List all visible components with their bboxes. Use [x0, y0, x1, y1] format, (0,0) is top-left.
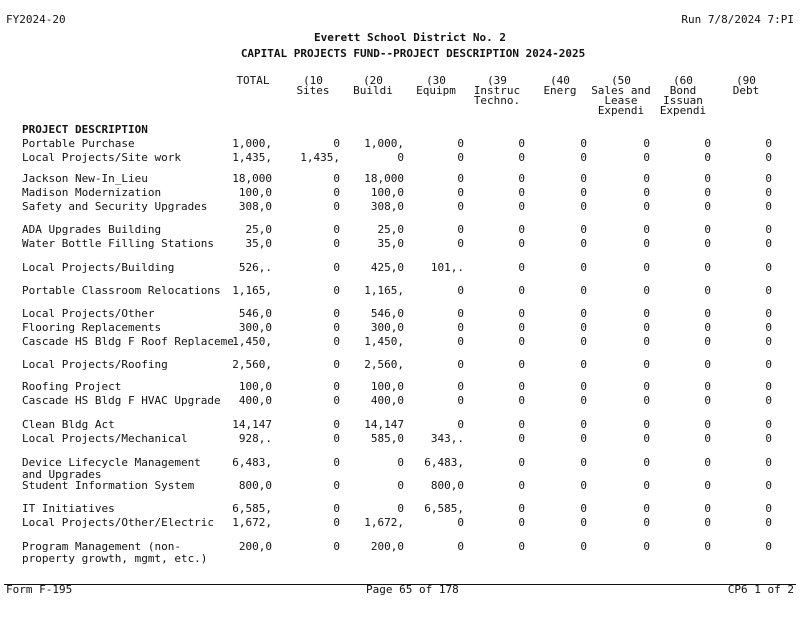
- cell-value: 100,0: [370, 186, 404, 199]
- cell-value: 0: [765, 261, 772, 274]
- table-row: [0, 433, 800, 445]
- cell-value: 0: [333, 456, 340, 469]
- table-row: [0, 503, 800, 515]
- form-number: Form F-195: [6, 583, 73, 596]
- cell-value: 0: [333, 358, 340, 371]
- cell-value: 1,165,: [232, 284, 272, 297]
- cell-value: 0: [518, 284, 525, 297]
- cell-value: 0: [518, 261, 525, 274]
- cell-value: 0: [333, 172, 340, 185]
- project-description: Student Information System: [22, 480, 195, 492]
- project-description: Cascade HS Bldg F HVAC Upgrade: [22, 395, 221, 407]
- cell-value: 0: [457, 335, 464, 348]
- cell-value: 0: [643, 380, 650, 393]
- cell-value: 6,483,: [424, 456, 464, 469]
- cell-value: 0: [518, 186, 525, 199]
- cell-value: 1,672,: [364, 516, 404, 529]
- cell-value: 0: [643, 137, 650, 150]
- cell-value: 0: [643, 321, 650, 334]
- cell-value: 200,0: [370, 540, 404, 553]
- cell-value: 0: [333, 223, 340, 236]
- cell-value: 0: [518, 335, 525, 348]
- cell-value: 0: [518, 456, 525, 469]
- cell-value: 0: [580, 540, 587, 553]
- cell-value: 0: [704, 502, 711, 515]
- cell-value: 0: [643, 540, 650, 553]
- cell-value: 0: [457, 137, 464, 150]
- cell-value: 0: [580, 284, 587, 297]
- cell-value: 0: [704, 151, 711, 164]
- cell-value: 308,0: [238, 200, 272, 213]
- cell-value: 0: [518, 321, 525, 334]
- cell-value: 300,0: [370, 321, 404, 334]
- cell-value: 0: [457, 358, 464, 371]
- column-code: (30: [426, 74, 446, 87]
- cell-value: 0: [518, 237, 525, 250]
- cell-value: 0: [643, 223, 650, 236]
- table-row: [0, 456, 800, 481]
- cell-value: 0: [580, 380, 587, 393]
- project-description: Local Projects/Building: [22, 262, 175, 274]
- cell-value: 0: [704, 284, 711, 297]
- column-code: (39: [487, 74, 507, 87]
- cell-value: 1,435,: [232, 151, 272, 164]
- cell-value: 0: [518, 479, 525, 492]
- cell-value: 400,0: [370, 394, 404, 407]
- cell-value: 0: [580, 151, 587, 164]
- cell-value: 0: [580, 307, 587, 320]
- cell-value: 0: [457, 200, 464, 213]
- column-code: (10: [303, 74, 323, 87]
- cell-value: 0: [457, 380, 464, 393]
- cell-value: 1,450,: [232, 335, 272, 348]
- column-label: TOTAL: [236, 74, 270, 87]
- table-row: [0, 238, 800, 250]
- cell-value: 0: [765, 418, 772, 431]
- cell-value: 0: [333, 502, 340, 515]
- cell-value: 0: [704, 380, 711, 393]
- project-description: ADA Upgrades Building: [22, 224, 162, 236]
- cell-value: 0: [580, 137, 587, 150]
- cell-value: 585,0: [370, 432, 404, 445]
- column-label: Sites: [296, 84, 330, 97]
- project-description: Safety and Security Upgrades: [22, 201, 208, 213]
- cell-value: 0: [643, 237, 650, 250]
- cell-value: 0: [457, 540, 464, 553]
- cell-value: 25,0: [377, 223, 404, 236]
- cell-value: 0: [580, 394, 587, 407]
- table-row: [0, 285, 800, 297]
- cell-value: 0: [704, 479, 711, 492]
- cell-value: 0: [765, 151, 772, 164]
- cell-value: 0: [765, 137, 772, 150]
- cell-value: 0: [765, 200, 772, 213]
- project-description: Program Management (non-property growth, mgmt, etc.): [22, 541, 208, 565]
- cell-value: 2,560,: [232, 358, 272, 371]
- cell-value: 0: [518, 307, 525, 320]
- cell-value: 0: [704, 335, 711, 348]
- cell-value: 0: [765, 284, 772, 297]
- cell-value: 0: [397, 456, 404, 469]
- project-description: Device Lifecycle Management and Upgrades: [22, 457, 201, 481]
- cell-value: 0: [643, 456, 650, 469]
- cell-value: 0: [333, 479, 340, 492]
- cell-value: 0: [643, 479, 650, 492]
- cell-value: 0: [643, 358, 650, 371]
- cell-value: 0: [457, 321, 464, 334]
- cell-value: 0: [765, 380, 772, 393]
- cell-value: 35,0: [245, 237, 272, 250]
- cell-value: 0: [518, 172, 525, 185]
- table-row: [0, 359, 800, 371]
- column-label: Sales and Lease Expendi: [591, 84, 651, 117]
- cell-value: 0: [457, 418, 464, 431]
- cell-value: 2,560,: [364, 358, 404, 371]
- column-code: (40: [550, 74, 570, 87]
- cell-value: 0: [704, 137, 711, 150]
- project-description: Clean Bldg Act: [22, 419, 115, 431]
- cell-value: 1,000,: [232, 137, 272, 150]
- column-label: Instruc Techno.: [473, 84, 521, 107]
- cell-value: 0: [765, 479, 772, 492]
- cell-value: 0: [643, 418, 650, 431]
- table-row: [0, 138, 800, 150]
- table-row: [0, 201, 800, 213]
- cell-value: 0: [704, 237, 711, 250]
- column-label: Bond Issuan Expendi: [659, 84, 707, 117]
- project-description: Local Projects/Site work: [22, 152, 181, 164]
- project-description: IT Initiatives: [22, 503, 115, 515]
- cell-value: 0: [333, 335, 340, 348]
- cell-value: 0: [643, 261, 650, 274]
- cell-value: 0: [704, 540, 711, 553]
- cell-value: 400,0: [238, 394, 272, 407]
- cell-value: 0: [765, 502, 772, 515]
- cell-value: 0: [704, 418, 711, 431]
- project-description: Madison Modernization: [22, 187, 162, 199]
- cell-value: 0: [643, 186, 650, 199]
- cell-value: 0: [765, 394, 772, 407]
- cell-value: 0: [704, 432, 711, 445]
- page-number: Page 65 of 178: [366, 583, 459, 596]
- cell-value: 0: [518, 137, 525, 150]
- cell-value: 546,0: [238, 307, 272, 320]
- cell-value: 0: [765, 540, 772, 553]
- cell-value: 0: [518, 358, 525, 371]
- cell-value: 0: [333, 540, 340, 553]
- table-row: [0, 187, 800, 199]
- cell-value: 6,585,: [424, 502, 464, 515]
- table-row: [0, 173, 800, 185]
- column-code: (90: [736, 74, 756, 87]
- cell-value: 0: [704, 307, 711, 320]
- cell-value: 0: [643, 307, 650, 320]
- cell-value: 0: [333, 380, 340, 393]
- cell-value: 0: [704, 223, 711, 236]
- column-label: Buildi: [353, 84, 393, 97]
- cell-value: 101,.: [430, 261, 464, 274]
- cell-value: 0: [643, 516, 650, 529]
- cell-value: 0: [397, 502, 404, 515]
- cell-value: 35,0: [377, 237, 404, 250]
- cell-value: 14,147: [364, 418, 404, 431]
- cell-value: 0: [765, 335, 772, 348]
- cell-value: 1,165,: [364, 284, 404, 297]
- cell-value: 1,000,: [364, 137, 404, 150]
- cell-value: 0: [765, 237, 772, 250]
- cell-value: 800,0: [238, 479, 272, 492]
- cell-value: 0: [643, 502, 650, 515]
- cell-value: 308,0: [370, 200, 404, 213]
- cell-value: 0: [518, 380, 525, 393]
- cell-value: 0: [518, 516, 525, 529]
- project-description: Water Bottle Filling Stations: [22, 238, 215, 250]
- cell-value: 0: [580, 335, 587, 348]
- cell-value: 1,450,: [364, 335, 404, 348]
- cell-value: 800,0: [430, 479, 464, 492]
- cell-value: 0: [765, 307, 772, 320]
- cell-value: 18,000: [232, 172, 272, 185]
- cell-value: 0: [643, 284, 650, 297]
- cell-value: 0: [704, 261, 711, 274]
- cell-value: 0: [580, 261, 587, 274]
- cell-value: 0: [704, 186, 711, 199]
- project-description: Cascade HS Bldg F Roof Replaceme: [22, 336, 234, 348]
- cell-value: 0: [704, 358, 711, 371]
- project-description: Local Projects/Mechanical: [22, 433, 188, 445]
- cell-value: 200,0: [238, 540, 272, 553]
- cell-value: 425,0: [370, 261, 404, 274]
- cell-value: 0: [580, 237, 587, 250]
- project-description: Local Projects/Roofing: [22, 359, 168, 371]
- cell-value: 0: [518, 200, 525, 213]
- cell-value: 0: [457, 307, 464, 320]
- cell-value: 0: [333, 200, 340, 213]
- project-description: Portable Classroom Relocations: [22, 285, 221, 297]
- cell-value: 0: [457, 151, 464, 164]
- cell-value: 0: [643, 432, 650, 445]
- cell-value: 100,0: [238, 186, 272, 199]
- cell-value: 0: [580, 502, 587, 515]
- cell-value: 0: [518, 540, 525, 553]
- cell-value: 0: [704, 172, 711, 185]
- cell-value: 0: [643, 200, 650, 213]
- cell-value: 0: [643, 394, 650, 407]
- cell-value: 100,0: [370, 380, 404, 393]
- cell-value: 0: [765, 516, 772, 529]
- cell-value: 0: [765, 186, 772, 199]
- section-title: PROJECT DESCRIPTION: [22, 123, 148, 136]
- cell-value: 1,435,: [300, 151, 340, 164]
- cell-value: 0: [457, 516, 464, 529]
- cell-value: 0: [765, 321, 772, 334]
- cell-value: 6,483,: [232, 456, 272, 469]
- cell-value: 0: [704, 456, 711, 469]
- project-description: Roofing Project: [22, 381, 122, 393]
- table-row: [0, 262, 800, 274]
- cell-value: 0: [518, 151, 525, 164]
- cell-value: 0: [580, 418, 587, 431]
- table-row: [0, 152, 800, 164]
- run-info: Run 7/8/2024 7:PI: [681, 13, 794, 26]
- table-row: [0, 395, 800, 407]
- cell-value: 0: [704, 200, 711, 213]
- report-title: CAPITAL PROJECTS FUND--PROJECT DESCRIPTION 2024-2025: [240, 47, 586, 60]
- column-code: (60: [673, 74, 693, 87]
- project-description: Portable Purchase: [22, 138, 135, 150]
- table-row: [0, 381, 800, 393]
- cell-value: 0: [457, 172, 464, 185]
- column-label: Energ: [543, 84, 577, 97]
- cell-value: 343,.: [430, 432, 464, 445]
- cell-value: 0: [457, 186, 464, 199]
- cell-value: 0: [704, 394, 711, 407]
- cell-value: 0: [580, 321, 587, 334]
- cell-value: 0: [518, 432, 525, 445]
- cell-value: 0: [580, 172, 587, 185]
- column-label: Debt: [732, 84, 760, 97]
- cell-value: 0: [580, 186, 587, 199]
- cell-value: 0: [457, 223, 464, 236]
- cell-value: 0: [333, 394, 340, 407]
- form-code: CP6 1 of 2: [727, 583, 794, 596]
- cell-value: 0: [457, 237, 464, 250]
- cell-value: 526,.: [238, 261, 272, 274]
- cell-value: 0: [580, 456, 587, 469]
- project-description: Flooring Replacements: [22, 322, 162, 334]
- cell-value: 0: [518, 394, 525, 407]
- project-description: Local Projects/Other/Electric: [22, 517, 215, 529]
- cell-value: 0: [704, 516, 711, 529]
- cell-value: 18,000: [364, 172, 404, 185]
- cell-value: 0: [333, 307, 340, 320]
- table-row: [0, 517, 800, 529]
- project-description: Jackson New-In_Lieu: [22, 173, 148, 185]
- cell-value: 0: [580, 479, 587, 492]
- column-code: (50: [611, 74, 631, 87]
- cell-value: 0: [518, 418, 525, 431]
- table-row: [0, 336, 800, 348]
- cell-value: 0: [643, 151, 650, 164]
- cell-value: 100,0: [238, 380, 272, 393]
- column-label: Equipm: [416, 84, 456, 97]
- cell-value: 0: [333, 284, 340, 297]
- cell-value: 0: [333, 137, 340, 150]
- cell-value: 0: [457, 284, 464, 297]
- cell-value: 0: [765, 456, 772, 469]
- cell-value: 0: [518, 223, 525, 236]
- cell-value: 0: [580, 223, 587, 236]
- cell-value: 0: [580, 358, 587, 371]
- cell-value: 0: [643, 335, 650, 348]
- cell-value: 0: [333, 261, 340, 274]
- table-row: [0, 419, 800, 431]
- table-row: [0, 224, 800, 236]
- cell-value: 0: [518, 502, 525, 515]
- cell-value: 0: [643, 172, 650, 185]
- cell-value: 0: [704, 321, 711, 334]
- cell-value: 0: [457, 394, 464, 407]
- cell-value: 0: [397, 479, 404, 492]
- cell-value: 0: [333, 516, 340, 529]
- cell-value: 1,672,: [232, 516, 272, 529]
- cell-value: 0: [580, 516, 587, 529]
- cell-value: 0: [765, 358, 772, 371]
- cell-value: 0: [580, 200, 587, 213]
- cell-value: 928,.: [238, 432, 272, 445]
- column-code: (20: [363, 74, 383, 87]
- cell-value: 0: [333, 432, 340, 445]
- cell-value: 0: [333, 237, 340, 250]
- cell-value: 0: [765, 432, 772, 445]
- district-name: Everett School District No. 2: [313, 31, 507, 44]
- cell-value: 6,585,: [232, 502, 272, 515]
- cell-value: 0: [333, 186, 340, 199]
- cell-value: 25,0: [245, 223, 272, 236]
- fiscal-year: FY2024-20: [6, 13, 66, 26]
- table-row: [0, 308, 800, 320]
- cell-value: 0: [765, 172, 772, 185]
- cell-value: 0: [397, 151, 404, 164]
- table-row: [0, 322, 800, 334]
- cell-value: 0: [580, 432, 587, 445]
- cell-value: 300,0: [238, 321, 272, 334]
- cell-value: 546,0: [370, 307, 404, 320]
- table-row: [0, 480, 800, 492]
- cell-value: 0: [765, 223, 772, 236]
- cell-value: 0: [333, 321, 340, 334]
- project-description: Local Projects/Other: [22, 308, 155, 320]
- cell-value: 0: [333, 418, 340, 431]
- table-row: [0, 540, 800, 565]
- cell-value: 14,147: [232, 418, 272, 431]
